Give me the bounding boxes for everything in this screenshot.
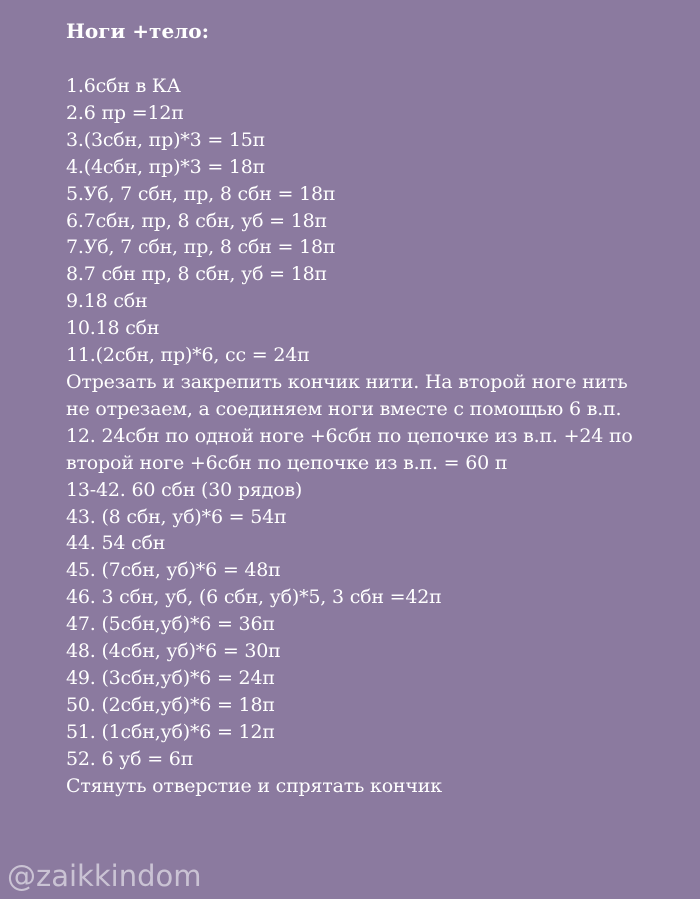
- instruction-line: 49. (3сбн,уб)*6 = 24п: [66, 666, 275, 689]
- instruction-line: 10.18 сбн: [66, 317, 160, 340]
- instruction-line: 6.7сбн, пр, 8 сбн, уб = 18п: [66, 209, 327, 232]
- instruction-line: 45. (7сбн, уб)*6 = 48п: [66, 559, 281, 582]
- instruction-line: 9.18 сбн: [66, 290, 148, 313]
- instruction-line: 43. (8 сбн, уб)*6 = 54п: [66, 505, 287, 528]
- instruction-line: 4.(4сбн, пр)*3 = 18п: [66, 155, 266, 178]
- instruction-line: 2.6 пр =12п: [66, 101, 184, 124]
- instruction-line: 7.Уб, 7 сбн, пр, 8 сбн = 18п: [66, 236, 336, 259]
- instruction-line: 44. 54 сбн: [66, 532, 166, 555]
- instruction-line: Стянуть отверстие и спрятать кончик: [66, 774, 442, 797]
- instruction-line: 11.(2сбн, пр)*6, сс = 24п: [66, 344, 310, 367]
- instruction-line: 1.6сбн в КА: [66, 75, 181, 97]
- instruction-line: 51. (1сбн,уб)*6 = 12п: [66, 720, 275, 743]
- instruction-line: 5.Уб, 7 сбн, пр, 8 сбн = 18п: [66, 182, 336, 205]
- instruction-line: 47. (5сбн,уб)*6 = 36п: [66, 613, 275, 636]
- pattern-text: [66, 18, 686, 799]
- instruction-line: 3.(3сбн, пр)*3 = 15п: [66, 128, 266, 151]
- spacer: [66, 45, 686, 73]
- instruction-list: [66, 73, 686, 799]
- instruction-line: 13-42. 60 сбн (30 рядов): [66, 478, 303, 501]
- instruction-line: 52. 6 уб = 6п: [66, 747, 194, 770]
- instruction-line: 46. 3 сбн, уб, (6 сбн, уб)*5, 3 сбн =42п: [66, 586, 442, 609]
- instruction-line: второй ноге +6сбн по цепочке из в.п. = 60 п: [66, 451, 508, 474]
- instruction-line: 12. 24сбн по одной ноге +6сбн по цепочке из в.п. +24 по: [66, 424, 633, 447]
- watermark: @zaikkindom: [7, 859, 202, 893]
- instruction-line: 8.7 сбн пр, 8 сбн, уб = 18п: [66, 263, 327, 286]
- instruction-line: 48. (4сбн, уб)*6 = 30п: [66, 640, 281, 663]
- instruction-line: не отрезаем, а соединяем ноги вместе с помощью 6 в.п.: [66, 397, 622, 420]
- instruction-line: Отрезать и закрепить кончик нити. На второй ноге нить: [66, 370, 628, 393]
- instruction-line: 50. (2сбн,уб)*6 = 18п: [66, 693, 275, 716]
- section-title: Ноги +тело:: [66, 19, 209, 43]
